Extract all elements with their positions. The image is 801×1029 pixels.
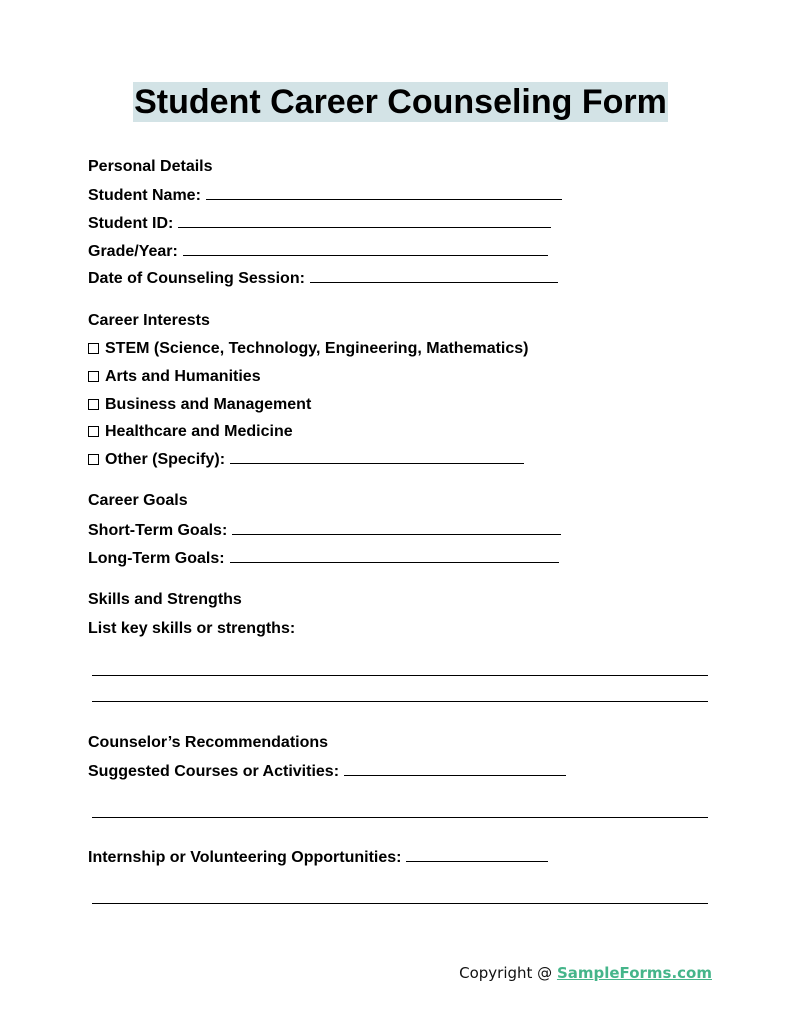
interest-option-label: STEM (Science, Technology, Engineering, Mathematics) bbox=[105, 340, 529, 357]
interest-option-arts[interactable] bbox=[88, 367, 261, 387]
student-name-field[interactable] bbox=[206, 185, 562, 200]
session-date-label: Date of Counseling Session: bbox=[88, 270, 305, 287]
interest-option-business[interactable] bbox=[88, 395, 311, 415]
skills-answer-line[interactable] bbox=[92, 675, 708, 676]
interest-option-label: Healthcare and Medicine bbox=[105, 423, 293, 440]
title-wrapper bbox=[0, 82, 801, 122]
checkbox-icon[interactable] bbox=[88, 343, 99, 354]
sampleforms-link[interactable]: SampleForms.com bbox=[556, 964, 712, 982]
internship-answer-line[interactable] bbox=[92, 903, 708, 904]
suggested-courses-row bbox=[88, 761, 566, 782]
interest-option-label: Arts and Humanities bbox=[105, 368, 261, 385]
student-name-label: Student Name: bbox=[88, 187, 201, 204]
grade-year-label: Grade/Year: bbox=[88, 243, 178, 260]
checkbox-icon[interactable] bbox=[88, 454, 99, 465]
internship-field[interactable] bbox=[406, 847, 548, 862]
skills-prompt: List key skills or strengths: bbox=[88, 620, 296, 637]
skills-heading: Skills and Strengths bbox=[88, 591, 242, 608]
other-specify-field[interactable] bbox=[230, 449, 524, 464]
copyright-footer bbox=[459, 963, 712, 983]
student-id-label: Student ID: bbox=[88, 215, 174, 232]
career-interests-heading: Career Interests bbox=[88, 312, 210, 329]
grade-year-row bbox=[88, 241, 548, 262]
suggested-courses-field[interactable] bbox=[344, 761, 566, 776]
short-term-goals-row bbox=[88, 520, 561, 541]
internship-row bbox=[88, 847, 548, 868]
long-term-goals-field[interactable] bbox=[230, 548, 559, 563]
long-term-goals-label: Long-Term Goals: bbox=[88, 550, 225, 567]
student-id-field[interactable] bbox=[178, 213, 551, 228]
personal-details-heading: Personal Details bbox=[88, 158, 213, 175]
checkbox-icon[interactable] bbox=[88, 399, 99, 410]
interest-option-label: Other (Specify): bbox=[105, 451, 226, 468]
checkbox-icon[interactable] bbox=[88, 426, 99, 437]
interest-option-healthcare[interactable] bbox=[88, 422, 293, 442]
interest-option-stem[interactable] bbox=[88, 339, 528, 359]
career-goals-heading: Career Goals bbox=[88, 492, 188, 509]
page-title: Student Career Counseling Form bbox=[134, 83, 667, 121]
long-term-goals-row bbox=[88, 548, 559, 569]
checkbox-icon[interactable] bbox=[88, 371, 99, 382]
skills-answer-line[interactable] bbox=[92, 701, 708, 702]
recommendations-heading: Counselor’s Recommendations bbox=[88, 734, 329, 751]
suggested-courses-answer-line[interactable] bbox=[92, 817, 708, 818]
session-date-row bbox=[88, 268, 558, 289]
session-date-field[interactable] bbox=[310, 268, 558, 283]
interest-option-label: Business and Management bbox=[105, 396, 312, 413]
student-id-row bbox=[88, 213, 551, 234]
student-name-row bbox=[88, 185, 562, 206]
short-term-goals-field[interactable] bbox=[232, 520, 561, 535]
suggested-courses-label: Suggested Courses or Activities: bbox=[88, 763, 340, 780]
copyright-text: Copyright @ bbox=[459, 964, 557, 982]
grade-year-field[interactable] bbox=[183, 241, 548, 256]
internship-label: Internship or Volunteering Opportunities: bbox=[88, 849, 402, 866]
interest-option-other[interactable] bbox=[88, 449, 524, 470]
short-term-goals-label: Short-Term Goals: bbox=[88, 522, 228, 539]
